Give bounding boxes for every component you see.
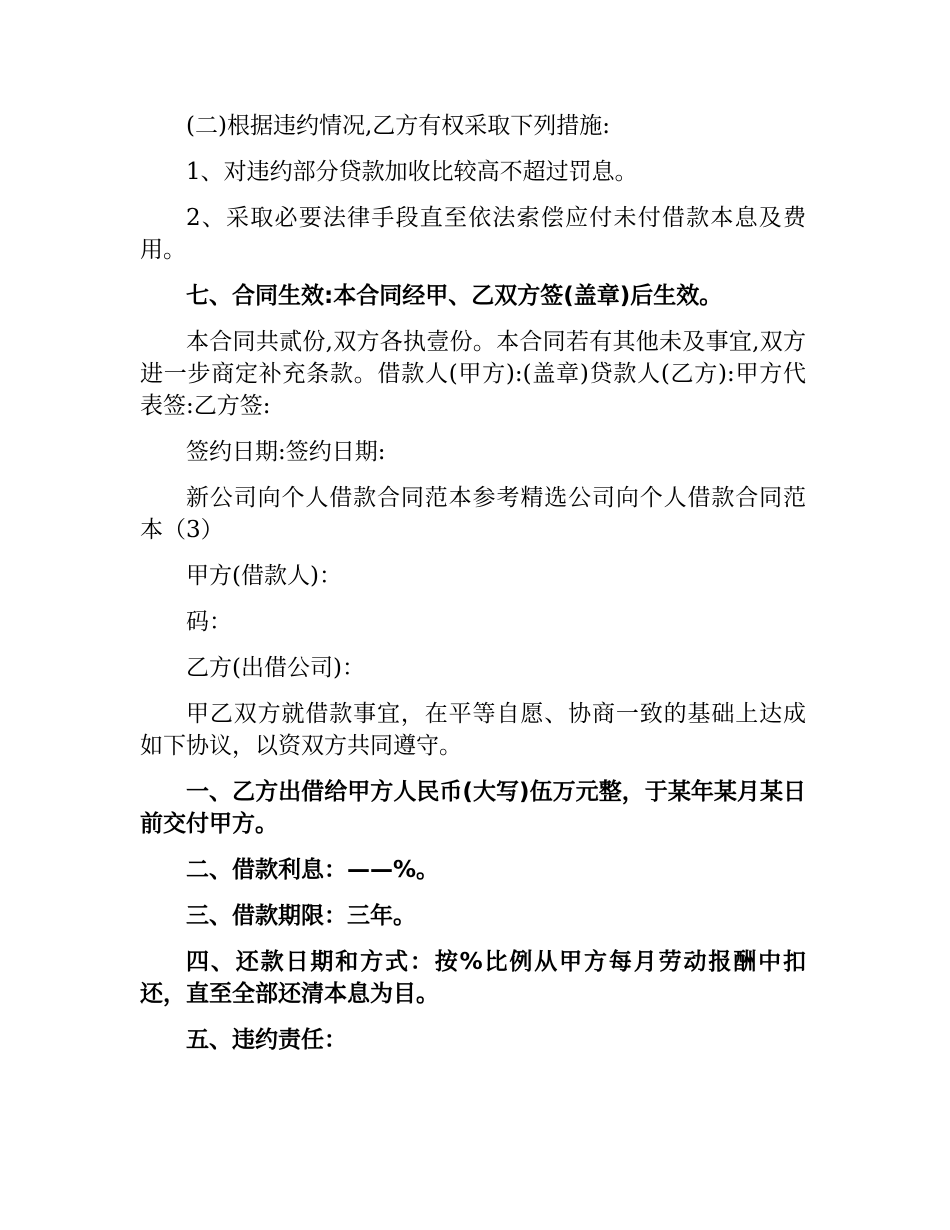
party-a-field: 甲方(借款人)： xyxy=(186,563,342,589)
clause-4: 四、还款日期和方式：按%比例从甲方每月劳动报酬中扣还，直至全部还清本息为目。 xyxy=(140,949,806,1007)
document-body xyxy=(140,110,806,1070)
clause-5: 五、违约责任： xyxy=(186,1027,347,1053)
clause-3: 三、借款期限：三年。 xyxy=(186,903,416,929)
party-b-field: 乙方(出借公司)： xyxy=(186,655,365,681)
document-title: 新公司向个人借款合同范本参考精选公司向个人借款合同范本（3） xyxy=(140,485,806,543)
section-heading-7: 七、合同生效:本合同经甲、乙双方签(盖章)后生效。 xyxy=(186,283,723,309)
clause-1: 一、乙方出借给甲方人民币(大写)伍万元整，于某年某月某日前交付甲方。 xyxy=(140,779,806,837)
paragraph: 本合同共贰份,双方各执壹份。本合同若有其他未及事宜,双方进一步商定补充条款。借款人(甲方):(盖章)贷款人(乙方):甲方代表签:乙方签: xyxy=(140,329,806,419)
paragraph: 1、对违约部分贷款加收比较高不超过罚息。 xyxy=(186,159,638,185)
paragraph: 2、采取必要法律手段直至依法索偿应付未付借款本息及费用。 xyxy=(140,205,806,263)
code-field: 码： xyxy=(186,609,232,635)
paragraph: (二)根据违约情况,乙方有权采取下列措施: xyxy=(186,113,611,139)
paragraph: 签约日期:签约日期: xyxy=(186,439,386,465)
clause-2: 二、借款利息：——%。 xyxy=(186,857,440,883)
paragraph: 甲乙双方就借款事宜，在平等自愿、协商一致的基础上达成如下协议，以资双方共同遵守。 xyxy=(140,701,806,759)
